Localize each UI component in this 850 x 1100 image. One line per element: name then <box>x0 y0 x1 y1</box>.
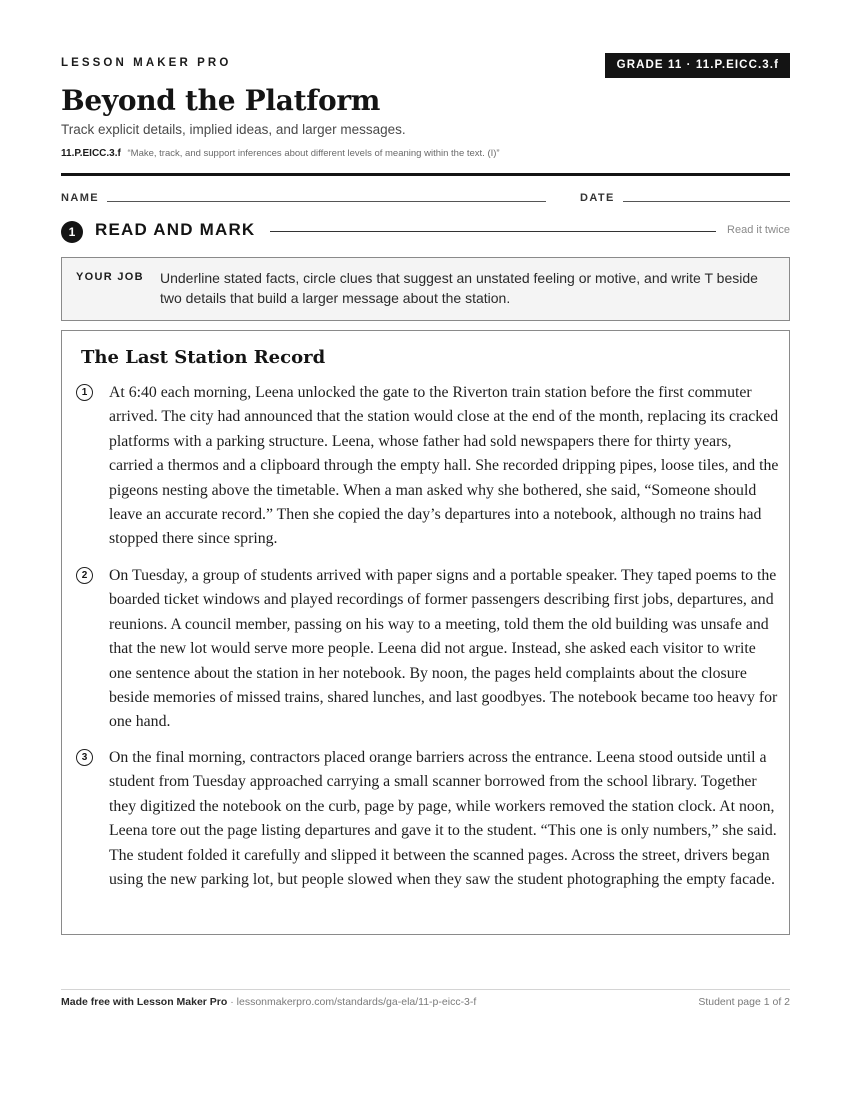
passage-paragraph: At 6:40 each morning, Leena unlocked the gate to the Riverton train station before the first commuter arrived. The city had announced that the station would close at the end of the month, replacing its cracked platforms with a parking structure. Leena, whose father had sold newspapers there for thirty years, carried a thermos and a clipboard through the empty hall. She recorded dripping pipes, loose tiles, and the pigeons nesting above the timetable. When a man asked why she bothered, she said, “Someone should leave an accurate record.” Then she copied the day’s departures into a notebook, although no trains had stopped there since spring. <box>109 384 779 548</box>
instructions-label: YOUR JOB <box>76 271 144 283</box>
instructions-text: Underline stated facts, circle clues that suggest an unstated feeling or motive, and write T beside two details that build a larger message about the station. <box>160 270 758 306</box>
passage-paragraph: On Tuesday, a group of students arrived with paper signs and a portable speaker. They taped poems to the boarded ticket windows and played recordings of former passengers describing first jobs, departures, and reunions. A council member, passing on his way to a meeting, told them the old building was unsafe and that the new lot would serve more people. Leena did not argue. Instead, she asked each visitor to write one sentence about the station in her notebook. By noon, the pages held complaints about the closure beside memories of missed trains, shared lunches, and last goodbyes. The notebook became too heavy for one hand. <box>109 567 778 731</box>
section-hint: Read it twice <box>727 224 790 236</box>
header-divider <box>61 173 790 176</box>
footer-separator: · <box>227 996 237 1008</box>
footer-credit <box>61 996 476 1008</box>
date-label: DATE <box>580 192 615 204</box>
reading-passage <box>61 330 790 935</box>
paragraph-number-marker: 2 <box>76 567 93 584</box>
passage-title: The Last Station Record <box>81 347 326 368</box>
section-number-badge: 1 <box>61 221 83 243</box>
worksheet-title: Beyond the Platform <box>61 84 381 117</box>
name-label: NAME <box>61 192 99 204</box>
standard-line <box>61 148 500 159</box>
date-field[interactable] <box>623 201 790 202</box>
footer-divider <box>61 989 790 990</box>
standard-description: “Make, track, and support inferences about different levels of meaning within the text. (I)” <box>127 148 500 159</box>
section-title: READ AND MARK <box>95 220 256 239</box>
standard-code: 11.P.EICC.3.f <box>61 148 121 159</box>
name-field[interactable] <box>107 201 546 202</box>
worksheet-subtitle: Track explicit details, implied ideas, and larger messages. <box>61 122 406 137</box>
section-divider <box>270 231 716 232</box>
footer-url-link[interactable]: lessonmakerpro.com/standards/ga-ela/11-p-eicc-3-f <box>236 996 477 1008</box>
paragraph-number-marker: 1 <box>76 384 93 401</box>
passage-paragraph: On the final morning, contractors placed orange barriers across the entrance. Leena stood outside until a student from Tuesday approached carrying a small scanner borrowed from the school library. Together they digitized the notebook on the curb, page by page, while workers removed the station clock. At noon, Leena tore out the page listing departures and gave it to the student. “This one is only numbers,” she said. The student folded it carefully and slipped it between the scanned pages. Across the street, drivers began using the new parking lot, but people slowed when they saw the student photographing the empty facade. <box>109 749 777 889</box>
worksheet-page <box>61 0 790 1100</box>
instructions-box <box>61 257 790 321</box>
footer-brand: Made free with Lesson Maker Pro <box>61 996 228 1008</box>
brand-name: LESSON MAKER PRO <box>61 57 232 69</box>
grade-badge: GRADE 11 · 11.P.EICC.3.f <box>605 53 790 78</box>
paragraph-number-marker: 3 <box>76 749 93 766</box>
page-indicator: Student page 1 of 2 <box>698 996 790 1008</box>
